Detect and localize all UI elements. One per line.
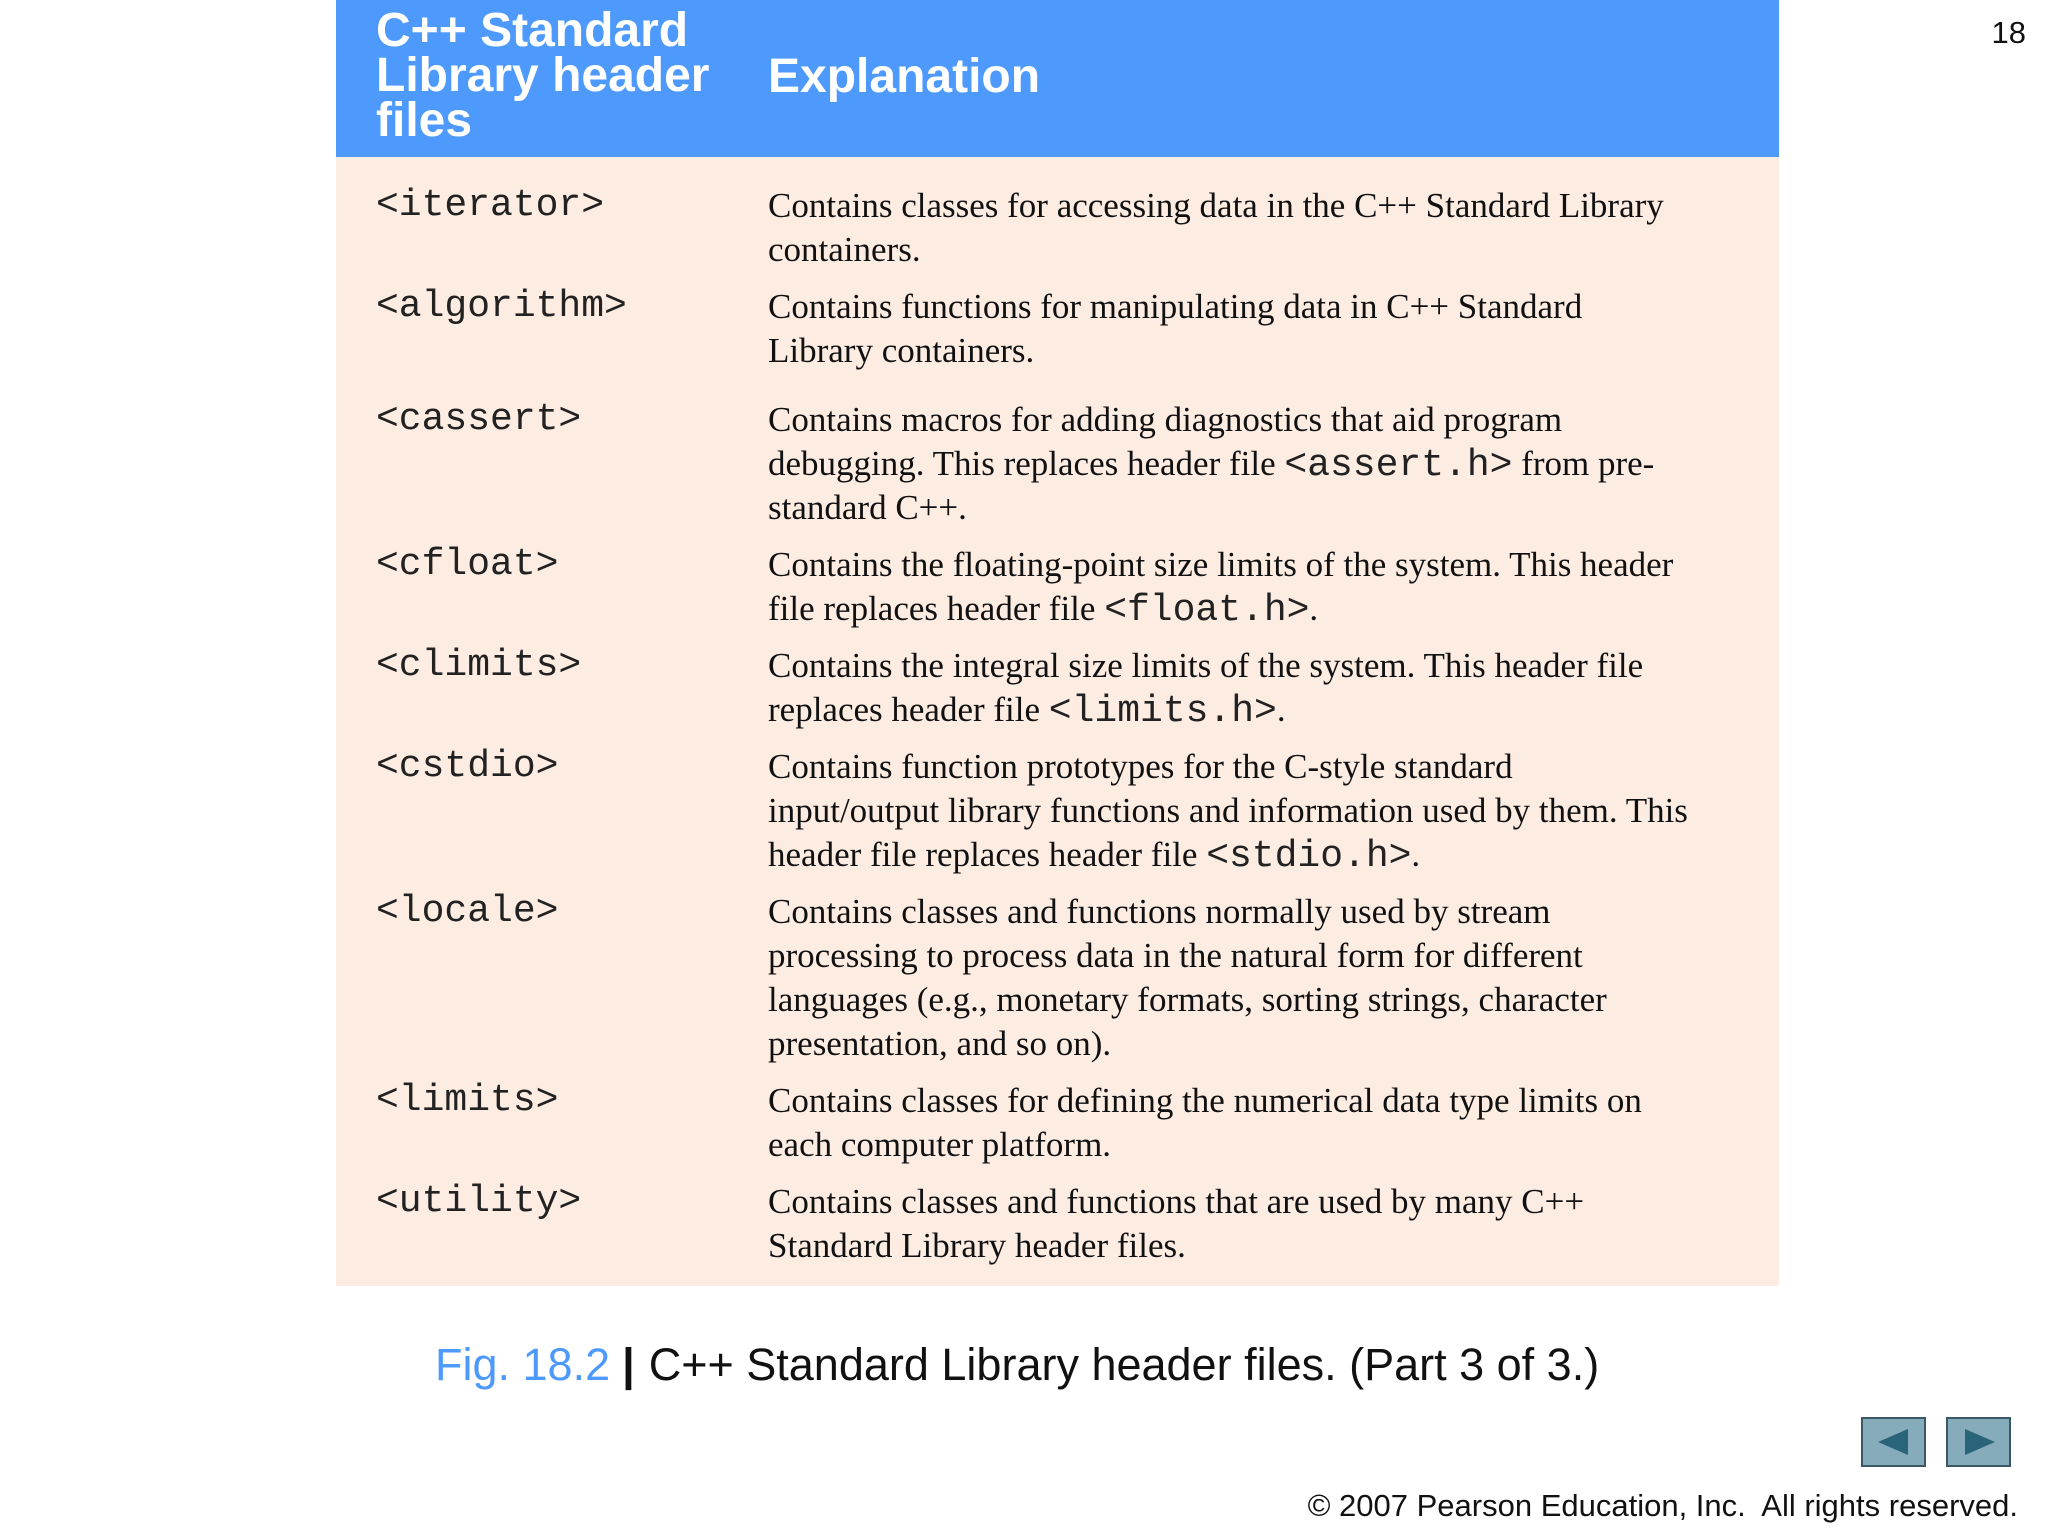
explanation-text: replaces header file — [768, 690, 1049, 729]
column-header-explanation: Explanation — [768, 50, 1041, 103]
explanation-line — [768, 543, 1779, 587]
explanation-text: Library containers. — [768, 331, 1035, 370]
previous-slide-button[interactable] — [1861, 1417, 1926, 1467]
explanation-line — [768, 442, 1779, 486]
explanation-text: processing to process data in the natural form for different — [768, 936, 1583, 975]
header-file-name: <algorithm> — [376, 285, 627, 328]
explanation-text: from pre- — [1512, 444, 1655, 483]
explanation-line — [768, 1022, 1779, 1066]
caption-separator: | — [622, 1339, 635, 1390]
caption-text: C++ Standard Library header files. (Part 3 of 3.) — [648, 1339, 1600, 1390]
next-slide-button[interactable] — [1946, 1417, 2011, 1467]
explanation-line — [768, 1224, 1779, 1268]
inline-code: <stdio.h> — [1206, 835, 1412, 878]
header-file-name: <utility> — [376, 1180, 582, 1223]
explanation-text: Contains classes and functions that are used by many C++ — [768, 1182, 1585, 1221]
header-file-explanation — [768, 1180, 1779, 1268]
header-file-name: <climits> — [376, 644, 582, 687]
figure-caption — [435, 1339, 1599, 1391]
header-file-explanation — [768, 543, 1779, 631]
explanation-text: languages (e.g., monetary formats, sorting strings, character — [768, 980, 1607, 1019]
slide-number: 18 — [1991, 15, 2026, 50]
explanation-text: Contains function prototypes for the C-style standard — [768, 747, 1513, 786]
header-file-name: <iterator> — [376, 184, 605, 227]
explanation-line — [768, 688, 1779, 732]
table-header — [336, 0, 1779, 157]
inline-code: <limits.h> — [1048, 690, 1277, 733]
explanation-line — [768, 587, 1779, 631]
explanation-text: Contains macros for adding diagnostics that aid program — [768, 400, 1563, 439]
header-file-explanation — [768, 285, 1779, 373]
header-file-explanation — [768, 398, 1779, 530]
explanation-text: Contains classes for defining the numerical data type limits on — [768, 1081, 1642, 1120]
explanation-text: file replaces header file — [768, 589, 1105, 628]
table-row — [336, 1079, 1779, 1180]
explanation-text: input/output library functions and information used by them. This — [768, 791, 1688, 830]
header-file-name: <cassert> — [376, 398, 582, 441]
explanation-text: Contains the integral size limits of the system. This header file — [768, 646, 1644, 685]
explanation-text: standard C++. — [768, 488, 967, 527]
explanation-text: each computer platform. — [768, 1125, 1112, 1164]
header-file-explanation — [768, 745, 1779, 877]
header-file-explanation — [768, 1079, 1779, 1167]
explanation-text: . — [1309, 589, 1319, 628]
explanation-line — [768, 789, 1779, 833]
table-row — [336, 285, 1779, 398]
triangle-left-icon — [1874, 1426, 1914, 1458]
explanation-line — [768, 285, 1779, 329]
explanation-text: Standard Library header files. — [768, 1226, 1186, 1265]
explanation-text: containers. — [768, 230, 921, 269]
explanation-line — [768, 978, 1779, 1022]
explanation-text: presentation, and so on). — [768, 1024, 1112, 1063]
column-header-line: files — [376, 94, 473, 147]
header-file-name: <cstdio> — [376, 745, 559, 788]
inline-code: <float.h> — [1104, 589, 1310, 632]
table-row — [336, 1180, 1779, 1281]
explanation-text: . — [1276, 690, 1286, 729]
table-row — [336, 890, 1779, 1079]
header-file-name: <cfloat> — [376, 543, 559, 586]
copyright-notice: © 2007 Pearson Education, Inc. All rights reserved. — [1307, 1488, 2018, 1523]
explanation-line — [768, 1123, 1779, 1167]
table-row — [336, 644, 1779, 745]
explanation-text: debugging. This replaces header file — [768, 444, 1285, 483]
table-row — [336, 745, 1779, 890]
table-row — [336, 184, 1779, 285]
explanation-line — [768, 1180, 1779, 1224]
explanation-text: Contains classes and functions normally used by stream — [768, 892, 1551, 931]
column-header-line: Library header — [376, 49, 710, 102]
explanation-text: Contains functions for manipulating data in C++ Standard — [768, 287, 1583, 326]
figure-label: Fig. 18.2 — [435, 1339, 611, 1390]
explanation-line — [768, 1079, 1779, 1123]
explanation-text: Contains the floating-point size limits of the system. This header — [768, 545, 1674, 584]
explanation-text: header file replaces header file — [768, 835, 1207, 874]
triangle-right-icon — [1959, 1426, 1999, 1458]
header-file-explanation — [768, 184, 1779, 272]
explanation-line — [768, 329, 1779, 373]
explanation-line — [768, 184, 1779, 228]
table-row — [336, 543, 1779, 644]
explanation-line — [768, 228, 1779, 272]
explanation-text: Contains classes for accessing data in the C++ Standard Library — [768, 186, 1664, 225]
explanation-line — [768, 934, 1779, 978]
explanation-line — [768, 890, 1779, 934]
table-body — [336, 157, 1779, 1286]
table-row — [336, 398, 1779, 543]
header-file-explanation — [768, 890, 1779, 1066]
explanation-line — [768, 745, 1779, 789]
header-file-name: <locale> — [376, 890, 559, 933]
header-file-explanation — [768, 644, 1779, 732]
explanation-line — [768, 644, 1779, 688]
explanation-line — [768, 486, 1779, 530]
inline-code: <assert.h> — [1284, 444, 1513, 487]
column-header-line: C++ Standard — [376, 4, 689, 57]
explanation-text: . — [1411, 835, 1421, 874]
column-header-header-files — [376, 4, 710, 147]
explanation-line — [768, 833, 1779, 877]
explanation-line — [768, 398, 1779, 442]
header-file-name: <limits> — [376, 1079, 559, 1122]
